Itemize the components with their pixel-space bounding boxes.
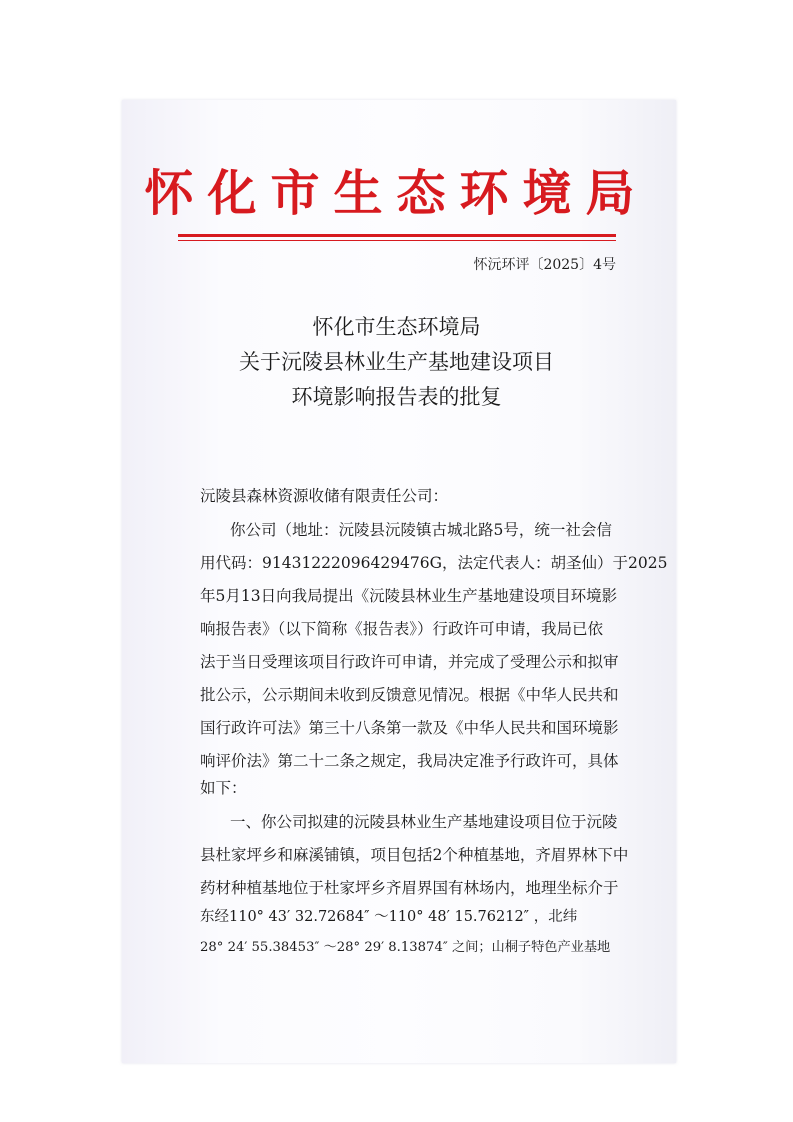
header-rule-thick — [178, 234, 616, 237]
agency-header: 怀化市生态环境局 — [144, 164, 649, 222]
addressee: 沅陵县森林资源收储有限责任公司： — [200, 487, 449, 505]
document-number: 怀沅环评〔2025〕4号 — [473, 257, 616, 273]
body-line: 如下： — [200, 779, 247, 797]
body-line: 批公示，公示期间未收到反馈意见情况。根据《中华人民共和 — [200, 686, 619, 704]
header-rule-thin — [178, 240, 616, 241]
body-line: 年5月13日向我局提出《沅陵县林业生产基地建设项目环境影 — [200, 587, 618, 605]
body-line: 东经110° 43′ 32.72684″ ～110° 48′ 15.76212″ ，北纬 — [200, 909, 578, 925]
body-line: 28° 24′ 55.38453″ ～28° 29′ 8.13874″ 之间；山桐子特色产业基地 — [200, 940, 611, 955]
title-line-2: 关于沅陵县林业生产基地建设项目 — [239, 350, 554, 374]
body-line: 用代码：91431222096429476G，法定代表人：胡圣仙）于2025 — [200, 554, 668, 572]
body-line: 法于当日受理该项目行政许可申请，并完成了受理公示和拟审 — [200, 653, 619, 671]
body-line: 你公司（地址：沅陵县沅陵镇古城北路5号，统一社会信 — [230, 521, 612, 539]
body-line: 县杜家坪乡和麻溪铺镇，项目包括2个种植基地，齐眉界林下中 — [200, 846, 629, 864]
title-line-3: 环境影响报告表的批复 — [291, 385, 502, 409]
body-line: 响报告表》（以下简称《报告表》）行政许可申请，我局已依 — [200, 620, 604, 638]
body-line: 响评价法》第二十二条之规定，我局决定准予行政许可，具体 — [200, 752, 619, 770]
body-line: 一、你公司拟建的沅陵县林业生产基地建设项目位于沅陵 — [230, 813, 618, 831]
body-line: 国行政许可法》第三十八条第一款及《中华人民共和国环境影 — [200, 719, 619, 737]
title-line-1: 怀化市生态环境局 — [312, 315, 481, 339]
body-line: 药材种植基地位于杜家坪乡齐眉界国有林场内，地理坐标介于 — [200, 879, 619, 897]
